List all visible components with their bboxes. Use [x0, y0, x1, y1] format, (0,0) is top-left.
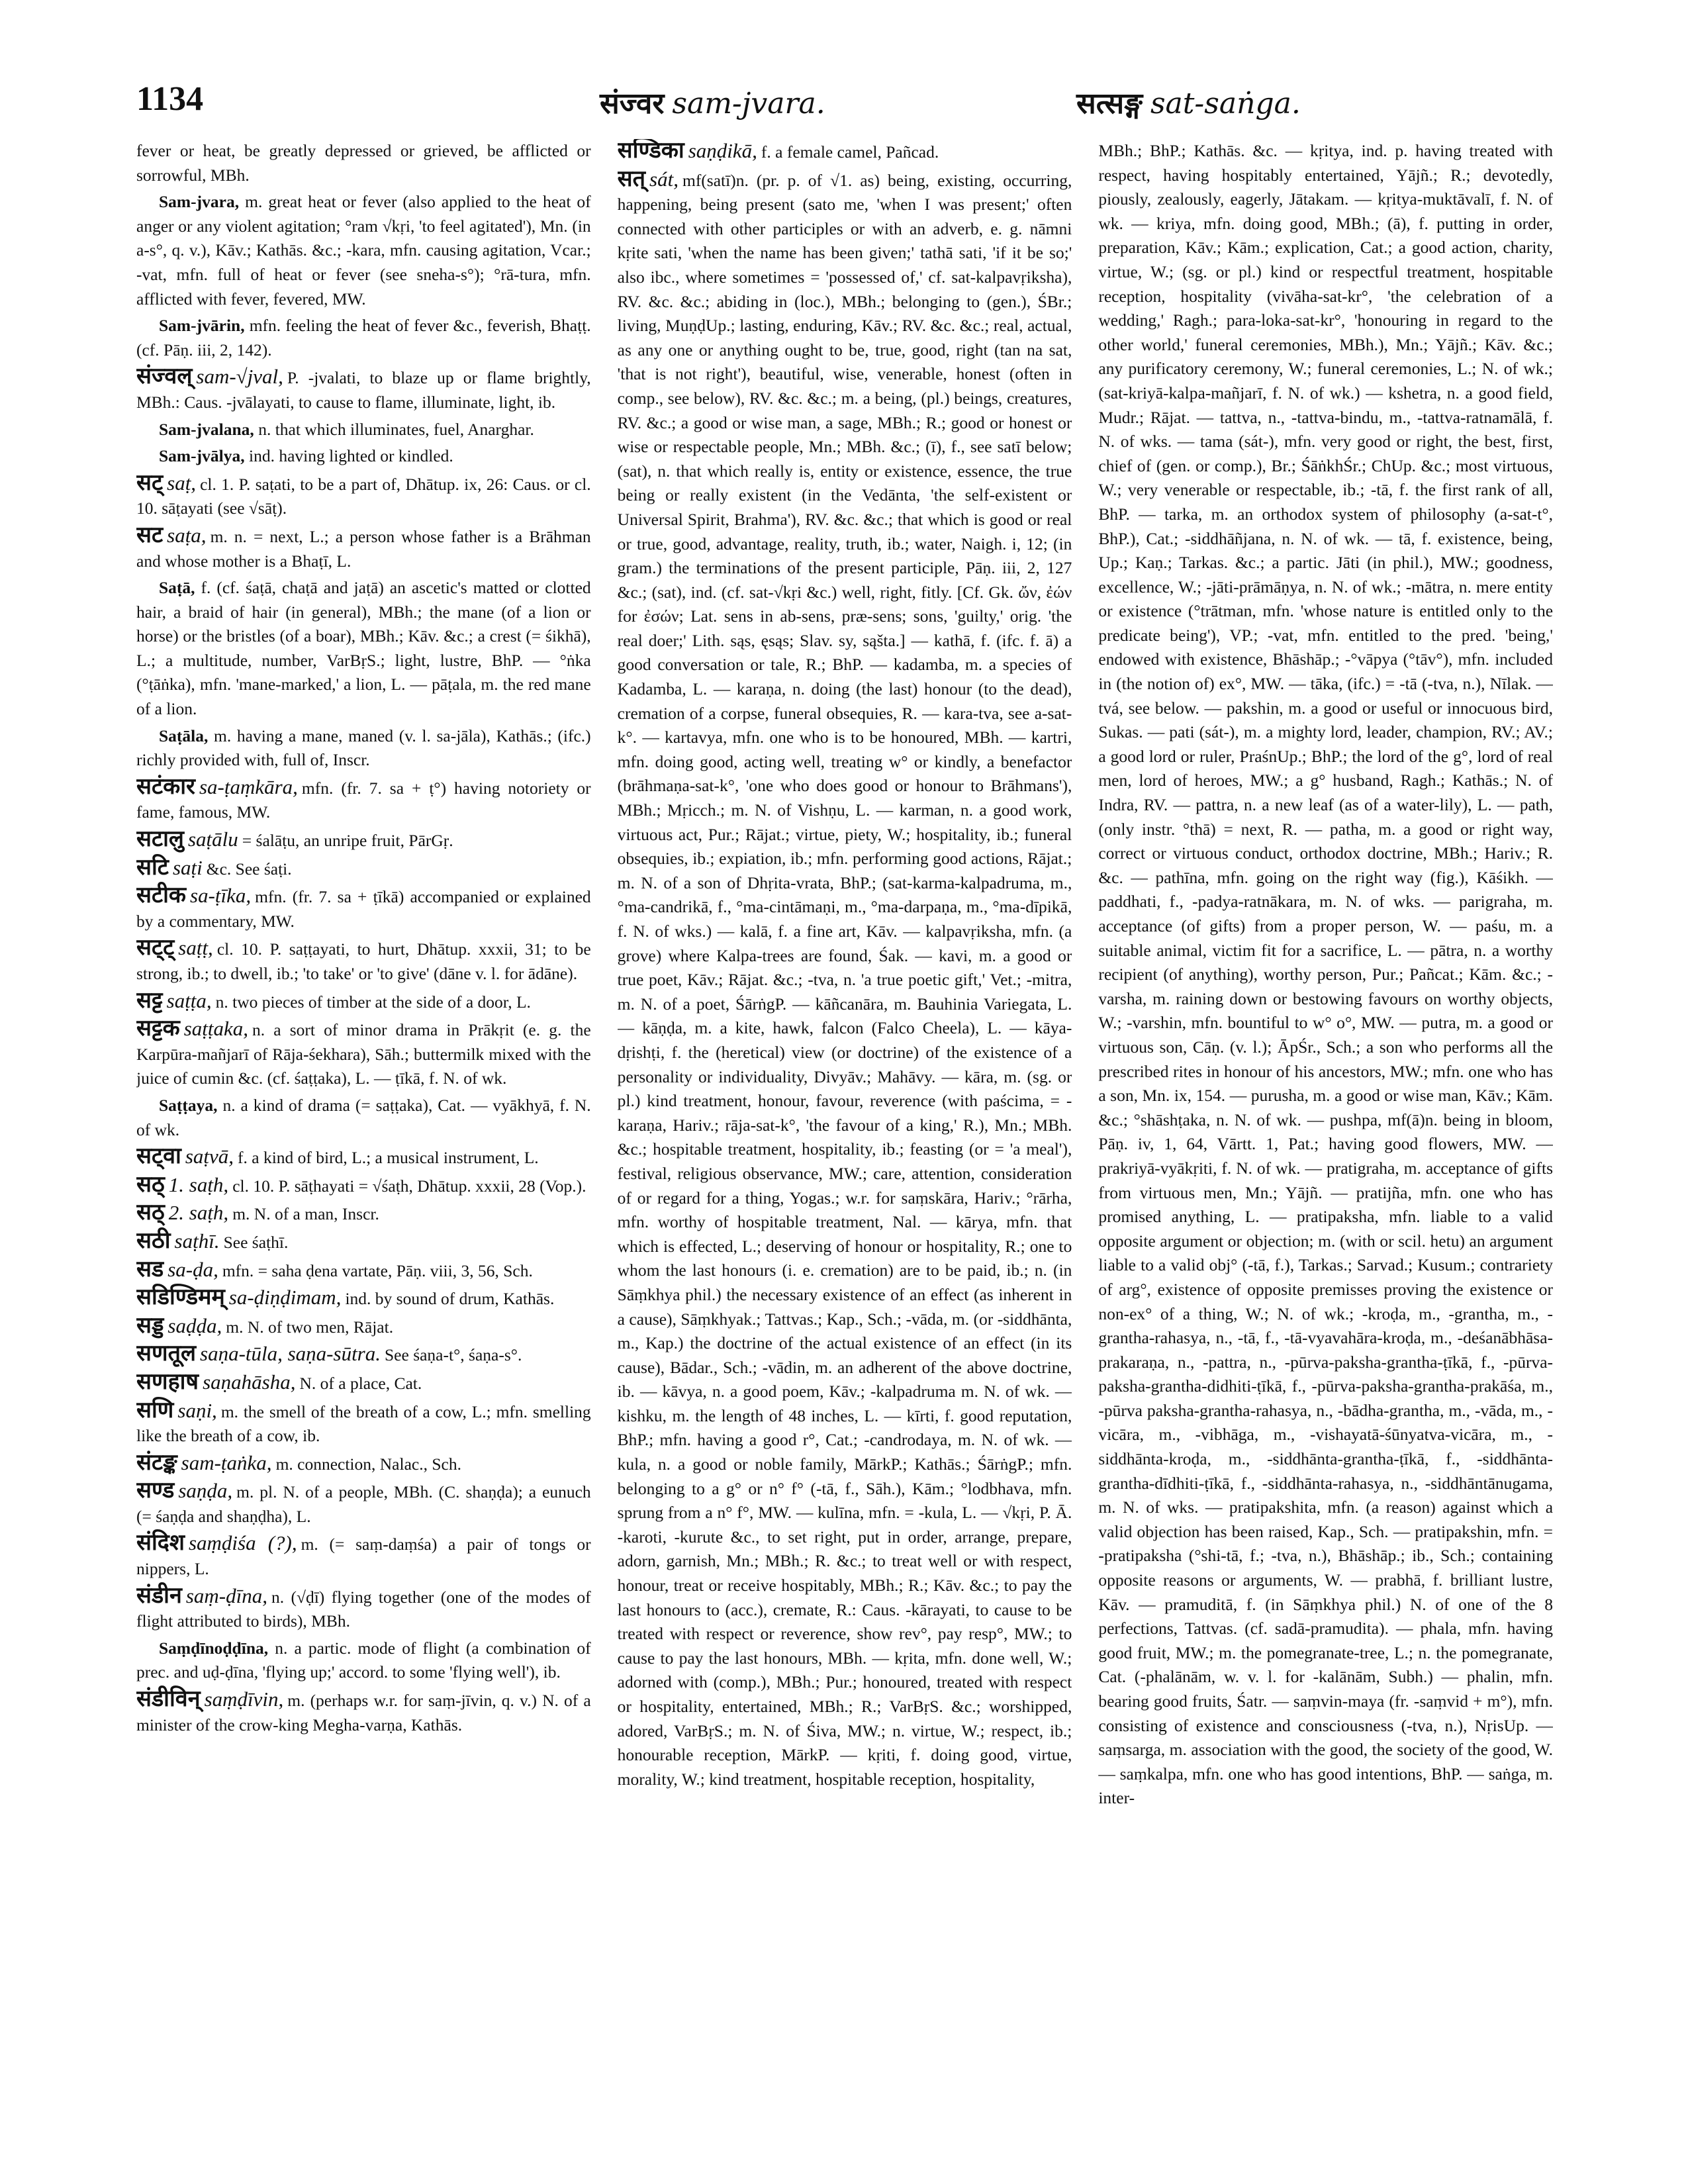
- entry-definition: mfn. = saha ḍena vartate, Pāṇ. viii, 3, 56, Sch.: [222, 1260, 533, 1280]
- headword-devanagari: सणहाष: [136, 1369, 199, 1394]
- entry-definition: MBh.; BhP.; Kathās. &c. — kṛitya, ind. p. having treated with respect, having hospitably entertained, Yājñ.; R.; devotedly, piously, zealously, eagerly, Jātakam. — kṛitya-muktāvalī, f. N. of wk. — kriya, mfn. doing good, MBh.; (ā), f. putting in order, preparation, Kāv.; Kām.; explication, Cat.; a good action, charity, virtue, W.; (sg. or pl.) kind or respectful treatment, hospitable reception, hospitality (vivāha-sat-kr°, 'the celebration of a wedding,' Ragh.; para-loka-sat-kr°, 'honouring in regard to the other world,' funeral ceremonies, MBh.), Mn.; Yājñ.; Kāv. &c.; any purificatory ceremony, W.; funeral ceremonies, L.; N. of wk.; (sat-kriyā-kalpa-mañjarī, f. N. of wk.) — kshetra, n. a good field, Mudr.; Rājat. — tattva, n., -tattva-bindu, m., -tattva-ratnamālā, f. N. of wks. — tama (sát-), mfn. very good or right, the best, first, chief of (gen. or comp.), Br.; ŚāṅkhŚr.; ChUp. &c.; most virtuous, W.; very venerable or respectable, ib.; -tā, f. the first rank of all, BhP. — tarka, m. an orthodox system of philosophy (a-sat-t°, BhP.), Cat.; -siddhāñjana, n. N. of wk. — tā, f. existence, being, Up.; Kaṇ.; Tarkas. &c.; a partic. Jāti (in phil.), MW.; goodness, excellence, W.; -jāti-prāmāṇya, n. N. of wk.; -mātra, n. mere entity or existence (°trātman, mfn. 'whose nature is entitled only to the predicate being'), VP.; -vat, mfn. entitled to the pred. 'being,' endowed with existence, Bhāshāp.; -°vāpya (°tāv°), mfn. included in (the notion of) ex°, MW. — tāka, (ifc.) = -tā (-tva, n.), Nīlak. — tvá, see below. — pakshin, m. a good or useful or innocuous bird, Sukas. — pati (sát-), m. a mighty lord, leader, champion, RV.; AV.; a good lord or ruler, PraśnUp.; BhP.; the lord of the g°, lord of real men, lord of heroes, MW.; a g° husband, Ragh.; Kathās.; N. of Indra, RV. — pattra, n. a new leaf (as of a water-lily), L. — path, (only instr. °thā) = next, R. — patha, m. a good or right way, correct or virtuous conduct, orthodox doctrine, MBh.; Hariv.; R. &c. — pathīna, mfn. going on the right way (fig.), Kāśikh. — paddhati, f., -padya-ratnākara, m. N. of wks. — parigraha, m. acceptance (of gifts) from a proper person, W. — paśu, m. a suitable animal, victim fit for a sacrifice, L. — pātra, n. a worthy recipient (of anything), worthy person, Pur.; Pañcat.; Kām. &c.; -varsha, m. raining down or bestowing favours on worthy objects, W.; -varshin, mfn. bountiful to w° o°, MW. — putra, m. a good or virtuous son, Cāṇ. (v. l.); ĀpŚr., Sch.; a son who performs all the prescribed rites in honour of his ancestors, MW.; mfn. one who has a son, Mn. ix, 154. — purusha, m. a good or wise man, Kāv.; Kām. &c.; °shāshṭaka, n. N. of wk. — pushpa, mf(ā)n. being in bloom, Pāṇ. iv, 1, 64, Vārtt. 1, Pat.; having good flowers, MW. — prakriyā-vyākṛiti, f. N. of wk. — pratigraha, m. acceptance of gifts from virtuous men, Mn.; Yājñ. — pratijña, mfn. one who has promised anything, L. — pratipaksha, mfn. liable to a valid opposite argument or objection; m. (with or scil. hetu) an argument liable to a valid obj° (-tā, f.), Tarkas.; Sarvad.; Kusum.; contrariety of arg°, existence of opposite premisses proving the existence or non-ex° of a thing, W.; N. of wk.; -kroḍa, m., -grantha, m., -grantha-rahasya, n., -tā, f., -tā-vyavahāra-kroḍa, m., -deśanābhāsa-prakaraṇa, n., -pattra, n., -pūrva-paksha-grantha-ṭīkā, f., -pūrva-paksha-grantha-didhiti-ṭīkā, f., -pūrva-paksha-grantha-prakāśa, m., -pūrva paksha-grantha-rahasya, n., -bādha-grantha, m., -vāda, m., -vicāra, m., -vibhāga, m., -vishayatā-śūnyatva-vicāra, m., -siddhānta-kroḍa, m., -siddhānta-grantha-ṭīkā, f., -siddhānta-grantha-dīdhiti-ṭīkā, f., -siddhānta-rahasya, n., -siddhāntānugama, m. N. of wks. — pratipakshita, mfn. (a reason) against which a valid objection has been raised, Kap., Sch. — pratipakshin, mfn. = -pratipaksha (°shi-tā, f.; -tva, n.), Bhāshāp.; ib., Sch.; containing opposite reasons or arguments, W. — prabhā, f. brilliant lustre, Kāv. — pramuditā, f. (in Sāṃkhya phil.) N. of one of the 8 perfections, Tattvas. (cf. sadā-pramudita). — phala, mfn. having good fruit, MW.; m. the pomegranate-tree, L.; n. the pomegranate, Cat. (-phalānām, w. v. l. for -kalānām, Subh.) — phalin, mfn. bearing good fruits, Śatr. — saṃvin-maya (fr. -saṃvid + m°), mfn. consisting of existence and consciousness (-tva, n.), NṛisUp. — saṃsarga, m. association with the good, the society of the good, W. — saṃkalpa, mfn. one who has good intentions, BhP. — saṅga, m. inter-: [1098, 141, 1554, 1808]
- headword-transliteration: saṭhī.: [174, 1229, 220, 1253]
- headword-devanagari: सण्ड: [136, 1478, 175, 1503]
- dictionary-entry: [136, 989, 591, 1015]
- column-left: [136, 139, 591, 2158]
- entry-definition: mf(satī)n. (pr. p. of √1. as) being, existing, occurring, happening, being present (sato me, 'when I was present;' often connected with other participles or with an adverb, e. g. nāmni kṛite sati, 'when the name has been given;' tathā sati, 'if it be so;' also ibc., where sometimes = 'possessed of,' cf. sat-kalpavṛiksha), RV. &c. &c.; abiding in (loc.), MBh.; belonging to (gen.), ŚBr.; living, MuṇḍUp.; lasting, enduring, Kāv.; RV. &c. &c.; real, actual, as any one or anything ought to be, true, good, right (tan na sat, 'that is not right'), beautiful, wise, venerable, honest (often in comp., see below), RV. &c. &c.; m. a being, (pl.) beings, creatures, RV. &c.; a good or wise man, a sage, MBh.; R.; good or honest or wise or respectable people, Mn.; MBh. &c.; (ī), f., see satī below; (sat), n. that which really is, entity or existence, essence, the true being or really existent (in the Vedānta, 'the self-existent or Universal Spirit, Brahma'), RV. &c. &c.; that which is good or real or true, good, advantage, reality, truth, ib.; water, Naigh. i, 12; (in gram.) the terminations of the present participle, Pāṇ. iii, 2, 127 &c.; (sat), ind. (cf. sat-√kṛi &c.) well, right, fitly. [Cf. Gk. ὤν, ἐών for ἐσών; Lat. sens in ab-sens, præ-sens; sons, 'guilty,' orig. 'the real doer;' Lith. sąs, ęsąs; Slav. sy, sąšta.] — kathā, f. (ifc. f. ā) a good conversation or tale, R.; BhP. — kadamba, m. a species of Kadamba, L. — karaṇa, n. doing (the last) honour (to the dead), cremation of a corpse, funeral obsequies, R. — kara-tva, see a-sat-k°. — kartavya, mfn. one who is to be honoured, MBh. — kartri, mfn. doing good, acting well, treating w° or kindly, a benefactor (brāhmaṇa-sat-k°, 'one who does good or honour to Brāhmans'), MBh.; Mṛicch.; m. N. of Vishṇu, L. — karman, n. a good work, virtuous act, Pur.; Rājat.; virtue, piety, W.; hospitality, ib.; funeral obsequies, ib.; expiation, ib.; mfn. performing good actions, Rājat.; m. N. of a son of Dhṛita-vrata, BhP.; (sat-karma-kalpadruma, m., °ma-candrikā, f., °ma-cintāmaṇi, m., °ma-darpaṇa, m., °ma-dīpikā, f. N. of wks.) — kalā, f. a fine art, Kāv. — kalpavṛiksha, mfn. (a grove) where Kalpa-trees are found, Śak. — kavi, m. a good or true poet, Kāv.; Rājat. &c.; -tva, n. 'a true poetic gift,' Vet.; -mitra, m. N. of a poet, ŚārṅgP. — kāñcanāra, m. Bauhinia Variegata, L. — kāṇḍa, m. a kite, hawk, falcon (Falco Cheela), L. — kāya-dṛishṭi, f. the (heretical) view (or doctrine) of the existence of a personality or individuality, Divyāv.; Mahāvy. — kāra, m. (sg. or pl.) kind treatment, honour, favour, reverence (with paścima, = -karaṇa, Hariv.; rāja-sat-k°, 'the favour of a king,' R.), Mn.; MBh. &c.; hospitable treatment, hospitality, ib.; feasting (or = 'a meal'), festival, religious observance, MW.; care, attention, consideration of or regard for a thing, Yogas.; w.r. for saṃskāra, Hariv.; °rārha, mfn. worthy of hospitable treatment, Nal. — kārya, mfn. that which is effected, L.; deserving of honour or hospitality, R.; one to whom the last honours (i. e. cremation) are to be paid, ib.; n. (in Sāṃkhya phil.) the necessary existence of an effect (as inherent in a cause), Sāṃkhyak.; Tattvas.; Kap., Sch.; -vāda, m. (or -siddhānta, m., Kap.) the doctrine of the actual existence of an effect (in its cause), Bādar., Sch.; -vādin, m. an adherent of the above doctrine, ib. — kāvya, n. a good poem, Kāv.; -kalpadruma m. N. of wk. — kishku, m. the length of 48 inches, L. — kīrti, f. good reputation, BhP.; mfn. having a good r°, Cat.; -candrodaya, m. N. of wk. — kula, n. a good or noble family, MārkP.; Kathās.; ŚārṅgP.; mfn. belonging to a g° or n° f° (-tā, f., Sāh.), Kām.; °lodbhava, mfn. sprung from a n° f°, MW. — kulīna, mfn. = -kula, L. — √kṛi, P. Ā. -karoti, -kurute &c., to set right, put in order, arrange, prepare, adorn, garnish, Mn.; MBh.; R. &c.; to treat well or with respect, honour, treat or receive hospitably, MBh.; R.; Kāv. &c.; to pay the last honours to (acc.), cremate, R.: Caus. -kārayati, to cause to be treated with respect or reverence, show rev°, pay resp°, MW.; to cause to pay the last honours, MBh. — kṛita, mfn. done well, W.; adorned with (comp.), MBh.; Pur.; honoured, treated with respect or hospitality, entertained, MBh.; R.; VarBṛS. &c.; worshipped, adored, VarBṛS.; m. N. of Śiva, MW.; n. virtue, W.; respect, ib.; honourable reception, MārkP. — kṛiti, f. doing good, virtue, morality, W.; kind treatment, hospitable reception, hospitality,: [617, 170, 1072, 1789]
- dictionary-entry: [136, 884, 591, 933]
- text-columns: [136, 139, 1553, 2158]
- entry-definition: N. of a place, Cat.: [299, 1373, 422, 1393]
- subentry-headword: Sam-jvālya,: [159, 446, 245, 466]
- dictionary-entry: [136, 936, 591, 986]
- dictionary-entry: [136, 1584, 591, 1634]
- headword-devanagari: सटीक: [136, 883, 187, 908]
- headword-transliteration: sam-√jval,: [196, 365, 283, 389]
- dictionary-entry: [136, 1451, 591, 1477]
- headword-devanagari: सत्: [617, 166, 646, 191]
- headword-devanagari: सणतूल: [136, 1341, 196, 1366]
- headword-transliteration: saṃḍīvin,: [204, 1687, 284, 1711]
- dictionary-entry: [136, 524, 591, 573]
- headword-devanagari: संदिश: [136, 1531, 185, 1556]
- headword-devanagari: सट्टक: [136, 1016, 180, 1041]
- headword-devanagari: सट्ट्: [136, 935, 175, 961]
- headword-transliteration: saḍḍa,: [167, 1313, 222, 1337]
- headword-devanagari: सण्डिका: [617, 139, 684, 163]
- dictionary-entry: [136, 418, 591, 442]
- page-number: 1134: [136, 80, 204, 118]
- dictionary-entry: [136, 775, 591, 825]
- headword-devanagari: सटंकार: [136, 774, 195, 799]
- headword-transliteration: saṇi,: [177, 1398, 217, 1422]
- entry-definition: m. N. of a man, Inscr.: [232, 1204, 379, 1224]
- headword-devanagari: सठ्: [136, 1200, 165, 1225]
- headword-devanagari: सट्ट: [136, 988, 163, 1013]
- entry-definition: m. n. = next, L.; a person whose father is a Brāhman and whose mother is a Bhaṭī, L.: [136, 526, 591, 571]
- entry-definition: n. two pieces of timber at the side of a door, L.: [215, 992, 531, 1012]
- headword-transliteration: saṇḍa,: [178, 1479, 233, 1503]
- dictionary-entry: [136, 1314, 591, 1340]
- headword-devanagari: सट्: [136, 470, 164, 495]
- headword-devanagari: संडीन: [136, 1583, 182, 1608]
- entry-definition: n. a partic. mode of flight (a combination of prec. and uḍ-ḍīna, 'flying up;' accord. to some 'flying well'), ib.: [136, 1638, 591, 1682]
- headword-transliteration: saṃḍiśa (?),: [188, 1531, 297, 1555]
- subentry-headword: Saṭāla,: [159, 726, 209, 745]
- entry-definition: cl. 1. P. saṭati, to be a part of, Dhātup. ix, 26: Caus. or cl. 10. sāṭayati (see √sāṭ).: [136, 474, 591, 518]
- dictionary-entry: [136, 1531, 591, 1581]
- dictionary-entry: [136, 1229, 591, 1255]
- column-middle: [618, 139, 1072, 2158]
- entry-definition: mfn. feeling the heat of fever &c., feverish, Bhaṭṭ. (cf. Pāṇ. iii, 2, 142).: [136, 316, 591, 359]
- dictionary-entry: [136, 724, 591, 773]
- dictionary-entry: [136, 1258, 591, 1284]
- entry-definition: m. (= saṃ-daṃśa) a pair of tongs or nippers, L.: [136, 1535, 591, 1579]
- headword-transliteration: 1. saṭh,: [168, 1172, 229, 1196]
- running-head-right: [1076, 82, 1301, 122]
- entry-definition: m. great heat or fever (also applied to the heat of anger or any violent agitation; °ram √kṛi, 'to feel agitated'), Mn. (in a-s°, q. v.), Kāv.; Kathās. &c.; -kara, mfn. causing agitation, Vcar.; -vat, mfn. full of heat or fever (see sneha-s°); °rā-tura, mfn. afflicted with fever, fevered, MW.: [136, 192, 591, 309]
- running-head-right-devanagari: सत्सङ्ग: [1076, 87, 1143, 120]
- entry-definition: n. a kind of drama (= saṭṭaka), Cat. — vyākhyā, f. N. of wk.: [136, 1095, 591, 1139]
- dictionary-entry: [136, 1342, 591, 1368]
- dictionary-entry: [136, 1173, 591, 1199]
- running-head-left: [600, 82, 825, 122]
- headword-devanagari: सड: [136, 1257, 164, 1282]
- headword-transliteration: saṭṭ,: [178, 936, 213, 960]
- dictionary-entry: [136, 1399, 591, 1448]
- entry-definition: cl. 10. P. sāṭhayati = √śaṭh, Dhātup. xxxii, 28 (Vop.).: [232, 1176, 586, 1196]
- subentry-headword: Saṃḍīnoḍḍīna,: [159, 1638, 269, 1658]
- headword-devanagari: सठी: [136, 1228, 171, 1253]
- dictionary-entry: [1098, 139, 1553, 1811]
- dictionary-entry: [136, 1201, 591, 1227]
- page-header: [136, 79, 1546, 139]
- headword-devanagari: सटालु: [136, 827, 184, 852]
- dictionary-entry: [136, 1370, 591, 1396]
- headword-transliteration: sa-ḍiṇḍimam,: [228, 1286, 342, 1309]
- entry-definition: &c. See śaṭi.: [206, 859, 292, 878]
- entry-definition: m. connection, Nalac., Sch.: [275, 1454, 461, 1474]
- entry-definition: P. -jvalati, to blaze up or flame brightly, MBh.: Caus. -jvālayati, to cause to flame, illuminate, light, ib.: [136, 368, 591, 412]
- running-head-left-devanagari: संज्वर: [600, 87, 665, 120]
- dictionary-entry: [136, 139, 591, 187]
- headword-transliteration: saṇḍikā,: [688, 139, 757, 162]
- entry-definition: m. N. of two men, Rājat.: [226, 1317, 394, 1337]
- dictionary-entry: [136, 365, 591, 414]
- headword-transliteration: sam-ṭaṅka,: [181, 1450, 272, 1474]
- headword-transliteration: saṭa,: [167, 523, 207, 547]
- dictionary-entry: [136, 1286, 591, 1311]
- headword-transliteration: saṃ-ḍīna,: [185, 1584, 267, 1607]
- dictionary-entry: [136, 1094, 591, 1142]
- headword-transliteration: sa-ṭaṃkāra,: [199, 775, 298, 798]
- entry-definition: n. that which illuminates, fuel, Anarghar.: [258, 419, 534, 439]
- entry-definition: mfn. (fr. 7. sa + ṭ°) having notoriety or fame, famous, MW.: [136, 778, 591, 822]
- headword-devanagari: सठ्: [136, 1172, 165, 1197]
- dictionary-entry: [136, 471, 591, 521]
- headword-transliteration: saṭ,: [167, 471, 197, 495]
- entry-definition: cl. 10. P. saṭṭayati, to hurt, Dhātup. xxxii, 31; to be strong, ib.; to dwell, ib.; 'to take' or 'to give' (dāne v. l. for ādāne).: [136, 939, 591, 983]
- headword-devanagari: सट: [136, 522, 164, 547]
- headword-devanagari: सट्वा: [136, 1144, 181, 1169]
- headword-transliteration: sa-ṭīka,: [190, 884, 252, 908]
- entry-definition: See śaṭhī.: [223, 1232, 289, 1252]
- running-head-left-roman: sam-jvara.: [672, 87, 825, 120]
- entry-definition: mfn. (fr. 7. sa + ṭīkā) accompanied or explained by a commentary, MW.: [136, 887, 591, 931]
- headword-devanagari: सडिण्डिमम्: [136, 1285, 225, 1310]
- running-head-right-roman: sat-saṅga.: [1150, 87, 1301, 120]
- dictionary-entry: [136, 1687, 591, 1737]
- headword-devanagari: संज्वल्: [136, 364, 193, 389]
- entry-definition: m. having a mane, maned (v. l. sa-jāla), Kathās.; (ifc.) richly provided with, full of, Inscr.: [136, 726, 591, 770]
- headword-devanagari: सटि: [136, 855, 169, 880]
- entry-definition: m. pl. N. of a people, MBh. (C. shaṇḍa); a eunuch (= śaṇḍa and shaṇḍha), L.: [136, 1482, 591, 1526]
- subentry-headword: Sam-jvalana,: [159, 419, 254, 439]
- subentry-headword: Sam-jvārin,: [159, 316, 245, 336]
- dictionary-entry: [136, 314, 591, 362]
- entry-definition: n. a sort of minor drama in Prākṛit (e. g. the Karpūra-mañjarī of Rāja-śekhara), Sāh.; buttermilk mixed with the juice of cumin &c. (cf. śaṭṭaka), L. — ṭīkā, f. N. of wk.: [136, 1020, 591, 1088]
- headword-transliteration: saṇahāsha,: [203, 1370, 296, 1394]
- entry-definition: f. a female camel, Pañcad.: [761, 142, 939, 162]
- dictionary-entry: [136, 576, 591, 722]
- subentry-headword: Sam-jvara,: [159, 192, 240, 212]
- headword-transliteration: 2. saṭh,: [168, 1201, 229, 1225]
- dictionary-entry: [618, 139, 1072, 165]
- headword-transliteration: sa-ḍa,: [167, 1257, 218, 1281]
- entry-definition: See śaṇa-t°, śaṇa-s°.: [385, 1345, 522, 1365]
- entry-definition: ind. having lighted or kindled.: [249, 446, 453, 466]
- entry-definition: n. (√ḍī) flying together (one of the modes of flight attributed to birds), MBh.: [136, 1587, 591, 1631]
- dictionary-entry: [136, 1145, 591, 1170]
- headword-devanagari: सणि: [136, 1398, 174, 1423]
- headword-transliteration: saṭi: [172, 855, 203, 879]
- dictionary-entry: [136, 1479, 591, 1529]
- headword-transliteration: sát,: [649, 167, 679, 191]
- column-right: [1098, 139, 1553, 2158]
- entry-definition: m. the smell of the breath of a cow, L.; mfn. smelling like the breath of a cow, ib.: [136, 1401, 591, 1446]
- subentry-headword: Saṭṭaya,: [159, 1095, 218, 1115]
- headword-transliteration: saṇa-tūla, saṇa-sūtra.: [200, 1342, 381, 1366]
- entry-definition: ind. by sound of drum, Kathās.: [345, 1289, 555, 1309]
- dictionary-entry: [136, 1637, 591, 1685]
- headword-devanagari: संटङ्क: [136, 1450, 177, 1475]
- headword-devanagari: सड्ड: [136, 1313, 164, 1338]
- entry-definition: fever or heat, be greatly depressed or grieved, be afflicted or sorrowful, MBh.: [136, 141, 591, 185]
- headword-transliteration: saṭālu: [187, 828, 238, 851]
- dictionary-entry: [136, 444, 591, 469]
- subentry-headword: Saṭā,: [159, 578, 195, 598]
- headword-transliteration: saṭvā,: [185, 1145, 234, 1168]
- headword-transliteration: saṭṭa,: [166, 988, 212, 1012]
- entry-definition: f. (cf. śaṭā, chaṭā and jaṭā) an ascetic's matted or clotted hair, a braid of hair (in general), MBh.; the mane (of a lion or horse) or the bristles (of a boar), MBh.; Kāv. &c.; a crest (= śikhā), L.; a multitude, number, VarBṛS.; light, lustre, BhP. — °ṅka (°ṭāṅka), mfn. 'mane-marked,' a lion, L. — pāṭala, m. the red mane of a lion.: [136, 578, 591, 719]
- entry-definition: f. a kind of bird, L.; a musical instrument, L.: [238, 1148, 539, 1168]
- headword-transliteration: saṭṭaka,: [183, 1017, 249, 1041]
- entry-definition: m. (perhaps w.r. for saṃ-jīvin, q. v.) N. of a minister of the crow-king Megha-varṇa, Kathās.: [136, 1691, 591, 1734]
- dictionary-entry: [136, 828, 591, 853]
- dictionary-entry: [136, 1017, 591, 1091]
- headword-devanagari: संडीविन्: [136, 1687, 201, 1712]
- dictionary-entry: [618, 167, 1072, 1792]
- dictionary-entry: [136, 190, 591, 311]
- entry-definition: = śalāṭu, an unripe fruit, PārGṛ.: [242, 831, 453, 851]
- dictionary-entry: [136, 856, 591, 882]
